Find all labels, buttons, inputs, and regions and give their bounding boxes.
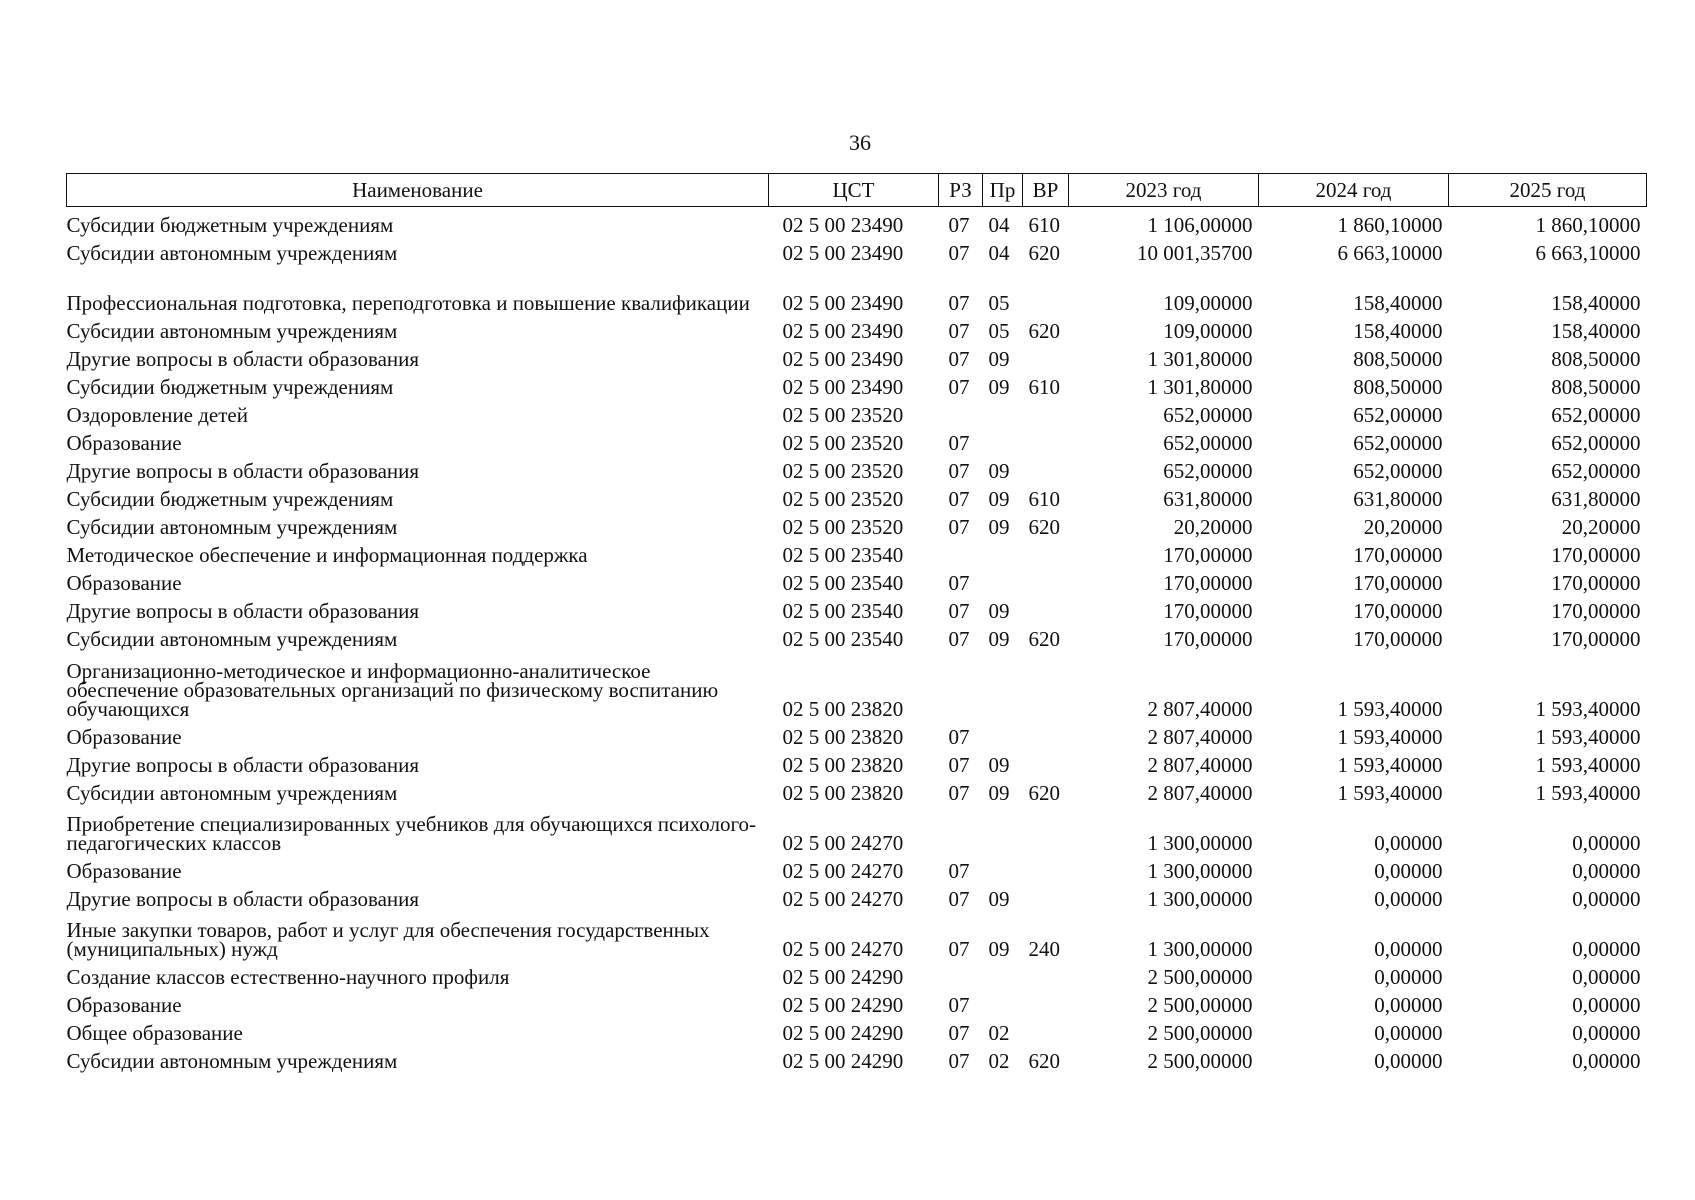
cell-y2024: 652,00000: [1353, 431, 1443, 455]
cell-rz: [939, 649, 983, 719]
cell-rz: 07: [948, 753, 970, 777]
cell-y2023: 652,00000: [1163, 403, 1253, 427]
cell-y2024: 158,40000: [1353, 319, 1443, 343]
cell-name: Приобретение специализированных учебников для обучающихся психолого-педагогических классов: [66, 812, 757, 855]
budget-table-container: [66, 173, 1646, 1071]
table-row: [67, 959, 1647, 987]
cell-y2024: 0,00000: [1374, 859, 1443, 883]
cell-cst: 02 5 00 24290: [782, 993, 904, 1017]
cell-vr: [1023, 987, 1069, 1015]
cell-cst: 02 5 00 23820: [782, 697, 904, 721]
cell-cst: 02 5 00 24270: [782, 859, 904, 883]
cell-name: Другие вопросы в области образования: [66, 347, 420, 371]
cell-rz: 07: [948, 571, 970, 595]
cell-pr: 02: [988, 1049, 1010, 1073]
cell-y2023: 1 301,80000: [1147, 347, 1253, 371]
cell-vr: [1023, 747, 1069, 775]
cell-cst: 02 5 00 24270: [782, 831, 904, 855]
cell-y2025: 20,20000: [1561, 515, 1641, 539]
header-rz: РЗ: [939, 174, 983, 207]
cell-vr: 620: [1028, 627, 1060, 651]
cell-name: Субсидии автономным учреждениям: [66, 515, 398, 539]
cell-rz: 07: [948, 781, 970, 805]
table-row: [67, 341, 1647, 369]
cell-y2023: 1 106,00000: [1147, 213, 1253, 237]
cell-y2023: 170,00000: [1163, 543, 1253, 567]
cell-vr: 620: [1028, 241, 1060, 265]
cell-vr: [1023, 537, 1069, 565]
cell-y2024: 0,00000: [1374, 993, 1443, 1017]
cell-vr: [1023, 425, 1069, 453]
cell-rz: 07: [948, 347, 970, 371]
header-row: [67, 174, 1647, 207]
table-row: [67, 719, 1647, 747]
cell-vr: 610: [1028, 487, 1060, 511]
cell-vr: 240: [1028, 937, 1060, 961]
table-row: [67, 565, 1647, 593]
table-row: [67, 1043, 1647, 1071]
cell-y2024: 170,00000: [1353, 571, 1443, 595]
cell-y2024: 631,80000: [1353, 487, 1443, 511]
cell-rz: 07: [948, 487, 970, 511]
cell-rz: 07: [948, 291, 970, 315]
cell-y2024: 170,00000: [1353, 627, 1443, 651]
cell-y2025: 808,50000: [1551, 347, 1641, 371]
table-row: [67, 909, 1647, 959]
table-row: [67, 593, 1647, 621]
cell-y2025: 158,40000: [1551, 291, 1641, 315]
cell-y2024: 0,00000: [1374, 887, 1443, 911]
cell-rz: 07: [948, 515, 970, 539]
cell-y2023: 631,80000: [1163, 487, 1253, 511]
cell-y2024: 170,00000: [1353, 543, 1443, 567]
cell-y2025: 170,00000: [1551, 599, 1641, 623]
cell-pr: 09: [988, 887, 1010, 911]
cell-cst: 02 5 00 23820: [782, 753, 904, 777]
cell-pr: 05: [988, 319, 1010, 343]
cell-pr: 09: [988, 937, 1010, 961]
cell-cst: 02 5 00 23520: [782, 403, 904, 427]
cell-cst: 02 5 00 23490: [782, 241, 904, 265]
header-vr: ВР: [1023, 174, 1069, 207]
cell-y2023: 652,00000: [1163, 431, 1253, 455]
cell-y2025: 1 593,40000: [1535, 753, 1641, 777]
cell-y2023: 10 001,35700: [1137, 241, 1253, 265]
cell-y2024: 808,50000: [1353, 347, 1443, 371]
cell-vr: [1023, 1015, 1069, 1043]
cell-name: Субсидии бюджетным учреждениям: [66, 213, 394, 237]
cell-cst: 02 5 00 24270: [782, 887, 904, 911]
cell-name: Другие вопросы в области образования: [66, 459, 420, 483]
cell-cst: 02 5 00 23520: [782, 515, 904, 539]
cell-y2024: 170,00000: [1353, 599, 1443, 623]
cell-y2025: 170,00000: [1551, 543, 1641, 567]
cell-cst: 02 5 00 23820: [782, 781, 904, 805]
cell-y2024: 0,00000: [1374, 1021, 1443, 1045]
cell-y2024: 0,00000: [1374, 937, 1443, 961]
cell-pr: [983, 959, 1023, 987]
cell-y2025: 170,00000: [1551, 571, 1641, 595]
cell-y2024: 1 860,10000: [1337, 213, 1443, 237]
cell-cst: 02 5 00 23540: [782, 543, 904, 567]
cell-name: Другие вопросы в области образования: [66, 753, 420, 777]
cell-y2025: 0,00000: [1572, 1021, 1641, 1045]
cell-name: Методическое обеспечение и информационная поддержка: [66, 543, 588, 567]
cell-y2025: 0,00000: [1572, 887, 1641, 911]
cell-pr: [983, 425, 1023, 453]
cell-y2025: 808,50000: [1551, 375, 1641, 399]
table-body: [67, 207, 1647, 1072]
cell-name: Организационно-методическое и информационно-аналитическое обеспечение образовательных организаций по физическому воспитанию обучающихся: [66, 659, 719, 721]
cell-pr: [983, 987, 1023, 1015]
cell-rz: 07: [948, 725, 970, 749]
table-row: [67, 425, 1647, 453]
cell-name: Общее образование: [66, 1021, 243, 1045]
cell-pr: 09: [988, 459, 1010, 483]
cell-y2024: 0,00000: [1374, 965, 1443, 989]
cell-y2025: 170,00000: [1551, 627, 1641, 651]
cell-pr: 09: [988, 599, 1010, 623]
cell-y2023: 2 500,00000: [1147, 1021, 1253, 1045]
cell-name: Образование: [66, 571, 182, 595]
cell-vr: [1023, 341, 1069, 369]
table-row: [67, 207, 1647, 236]
table-row: [67, 313, 1647, 341]
cell-pr: 09: [988, 347, 1010, 371]
cell-name: Субсидии автономным учреждениям: [66, 627, 398, 651]
cell-y2025: 0,00000: [1572, 1049, 1641, 1073]
cell-vr: 620: [1028, 1049, 1060, 1073]
cell-y2023: 1 300,00000: [1147, 937, 1253, 961]
table-row: [67, 881, 1647, 909]
cell-y2023: 109,00000: [1163, 319, 1253, 343]
cell-y2025: 0,00000: [1572, 859, 1641, 883]
cell-y2024: 1 593,40000: [1337, 753, 1443, 777]
table-row: [67, 397, 1647, 425]
cell-y2024: 158,40000: [1353, 291, 1443, 315]
cell-y2024: 20,20000: [1363, 515, 1443, 539]
table-row: [67, 481, 1647, 509]
cell-y2024: 1 593,40000: [1337, 725, 1443, 749]
cell-cst: 02 5 00 23490: [782, 291, 904, 315]
cell-y2025: 652,00000: [1551, 403, 1641, 427]
cell-vr: [1023, 565, 1069, 593]
table-row: [67, 775, 1647, 803]
cell-y2025: 652,00000: [1551, 431, 1641, 455]
cell-pr: [983, 537, 1023, 565]
cell-cst: 02 5 00 23520: [782, 459, 904, 483]
cell-name: Субсидии автономным учреждениям: [66, 781, 398, 805]
cell-rz: 07: [948, 599, 970, 623]
cell-y2024: 0,00000: [1374, 1049, 1443, 1073]
header-cst: ЦСТ: [769, 174, 939, 207]
cell-pr: 09: [988, 627, 1010, 651]
cell-y2024: 1 593,40000: [1337, 781, 1443, 805]
cell-cst: 02 5 00 23490: [782, 347, 904, 371]
cell-y2023: 2 500,00000: [1147, 993, 1253, 1017]
cell-vr: 620: [1028, 515, 1060, 539]
budget-table: [66, 173, 1647, 1071]
cell-name: Другие вопросы в области образования: [66, 887, 420, 911]
cell-rz: 07: [948, 459, 970, 483]
cell-name: Субсидии автономным учреждениям: [66, 241, 398, 265]
cell-name: Субсидии бюджетным учреждениям: [66, 375, 394, 399]
cell-y2025: 1 593,40000: [1535, 697, 1641, 721]
cell-y2023: 1 300,00000: [1147, 859, 1253, 883]
cell-name: Оздоровление детей: [66, 403, 248, 427]
cell-pr: 04: [988, 213, 1010, 237]
cell-y2024: 652,00000: [1353, 459, 1443, 483]
cell-name: Иные закупки товаров, работ и услуг для обеспечения государственных (муниципальных) нужд: [66, 918, 710, 961]
table-header: [67, 174, 1647, 207]
table-row: [67, 453, 1647, 481]
cell-y2025: 158,40000: [1551, 319, 1641, 343]
table-row: [67, 509, 1647, 537]
cell-cst: 02 5 00 24290: [782, 965, 904, 989]
cell-y2025: 631,80000: [1551, 487, 1641, 511]
cell-pr: [983, 719, 1023, 747]
cell-y2023: 2 807,40000: [1147, 725, 1253, 749]
cell-pr: [983, 565, 1023, 593]
cell-name: Образование: [66, 993, 182, 1017]
table-row: [67, 853, 1647, 881]
cell-rz: [939, 537, 983, 565]
cell-pr: 02: [988, 1021, 1010, 1045]
cell-y2023: 2 807,40000: [1147, 753, 1253, 777]
cell-y2025: 0,00000: [1572, 937, 1641, 961]
cell-rz: 07: [948, 375, 970, 399]
table-row: [67, 1015, 1647, 1043]
cell-cst: 02 5 00 23520: [782, 431, 904, 455]
cell-pr: [983, 803, 1023, 853]
table-row: [67, 649, 1647, 719]
table-row: [67, 369, 1647, 397]
cell-y2025: 652,00000: [1551, 459, 1641, 483]
cell-y2023: 1 300,00000: [1147, 831, 1253, 855]
cell-pr: [983, 397, 1023, 425]
cell-y2025: 0,00000: [1572, 993, 1641, 1017]
cell-cst: 02 5 00 23540: [782, 627, 904, 651]
cell-cst: 02 5 00 23540: [782, 571, 904, 595]
cell-y2024: 808,50000: [1353, 375, 1443, 399]
cell-vr: 620: [1028, 781, 1060, 805]
cell-cst: 02 5 00 24290: [782, 1049, 904, 1073]
cell-vr: [1023, 719, 1069, 747]
cell-rz: 07: [948, 859, 970, 883]
cell-y2023: 2 807,40000: [1147, 697, 1253, 721]
table-row: [67, 235, 1647, 263]
cell-rz: 07: [948, 993, 970, 1017]
cell-name: Субсидии автономным учреждениям: [66, 319, 398, 343]
cell-name: Образование: [66, 859, 182, 883]
cell-rz: 07: [948, 627, 970, 651]
header-2023: 2023 год: [1069, 174, 1259, 207]
cell-pr: 05: [988, 291, 1010, 315]
cell-rz: 07: [948, 319, 970, 343]
cell-y2023: 170,00000: [1163, 571, 1253, 595]
cell-y2023: 170,00000: [1163, 627, 1253, 651]
cell-vr: [1023, 593, 1069, 621]
cell-vr: [1023, 397, 1069, 425]
cell-vr: 620: [1028, 319, 1060, 343]
cell-name: Образование: [66, 431, 182, 455]
header-name: Наименование: [67, 174, 769, 207]
table-row: [67, 987, 1647, 1015]
cell-pr: 09: [988, 781, 1010, 805]
cell-y2024: 1 593,40000: [1337, 697, 1443, 721]
cell-cst: 02 5 00 24270: [782, 937, 904, 961]
cell-name: Создание классов естественно-научного профиля: [66, 965, 510, 989]
cell-vr: [1023, 263, 1069, 313]
cell-y2023: 109,00000: [1163, 291, 1253, 315]
cell-y2023: 1 301,80000: [1147, 375, 1253, 399]
table-row: [67, 263, 1647, 313]
cell-rz: [939, 803, 983, 853]
cell-vr: [1023, 853, 1069, 881]
cell-y2025: 1 593,40000: [1535, 725, 1641, 749]
table-row: [67, 747, 1647, 775]
cell-y2024: 6 663,10000: [1337, 241, 1443, 265]
header-pr: Пр: [983, 174, 1023, 207]
cell-rz: 07: [948, 213, 970, 237]
cell-pr: 04: [988, 241, 1010, 265]
cell-y2023: 170,00000: [1163, 599, 1253, 623]
cell-rz: 07: [948, 1049, 970, 1073]
cell-name: Субсидии бюджетным учреждениям: [66, 487, 394, 511]
cell-rz: 07: [948, 1021, 970, 1045]
cell-cst: 02 5 00 24290: [782, 1021, 904, 1045]
cell-vr: [1023, 803, 1069, 853]
cell-cst: 02 5 00 23520: [782, 487, 904, 511]
header-2025: 2025 год: [1449, 174, 1647, 207]
header-2024: 2024 год: [1259, 174, 1449, 207]
cell-rz: [939, 397, 983, 425]
cell-y2025: 6 663,10000: [1535, 241, 1641, 265]
cell-y2025: 0,00000: [1572, 831, 1641, 855]
cell-pr: [983, 649, 1023, 719]
cell-vr: [1023, 881, 1069, 909]
table-row: [67, 621, 1647, 649]
cell-pr: 09: [988, 515, 1010, 539]
cell-vr: [1023, 959, 1069, 987]
cell-pr: 09: [988, 753, 1010, 777]
cell-y2023: 2 500,00000: [1147, 1049, 1253, 1073]
cell-y2024: 0,00000: [1374, 831, 1443, 855]
cell-name: Субсидии автономным учреждениям: [66, 1049, 398, 1073]
page-number: 36: [849, 130, 871, 155]
cell-rz: 07: [948, 431, 970, 455]
cell-cst: 02 5 00 23490: [782, 375, 904, 399]
cell-y2025: 1 860,10000: [1535, 213, 1641, 237]
cell-cst: 02 5 00 23540: [782, 599, 904, 623]
cell-cst: 02 5 00 23490: [782, 213, 904, 237]
table-row: [67, 803, 1647, 853]
cell-pr: 09: [988, 375, 1010, 399]
cell-rz: 07: [948, 241, 970, 265]
cell-name: Профессиональная подготовка, переподготовка и повышение квалификации: [66, 291, 750, 315]
cell-vr: 610: [1028, 375, 1060, 399]
cell-y2023: 2 807,40000: [1147, 781, 1253, 805]
cell-y2023: 20,20000: [1173, 515, 1253, 539]
cell-vr: [1023, 453, 1069, 481]
cell-name: Другие вопросы в области образования: [66, 599, 420, 623]
cell-rz: [939, 959, 983, 987]
cell-pr: 09: [988, 487, 1010, 511]
cell-y2023: 1 300,00000: [1147, 887, 1253, 911]
cell-cst: 02 5 00 23490: [782, 319, 904, 343]
cell-vr: [1023, 649, 1069, 719]
cell-y2025: 0,00000: [1572, 965, 1641, 989]
cell-rz: 07: [948, 887, 970, 911]
cell-cst: 02 5 00 23820: [782, 725, 904, 749]
table-row: [67, 537, 1647, 565]
cell-y2023: 652,00000: [1163, 459, 1253, 483]
cell-rz: 07: [948, 937, 970, 961]
cell-y2023: 2 500,00000: [1147, 965, 1253, 989]
cell-y2024: 652,00000: [1353, 403, 1443, 427]
cell-name: Образование: [66, 725, 182, 749]
cell-y2025: 1 593,40000: [1535, 781, 1641, 805]
cell-vr: 610: [1028, 213, 1060, 237]
cell-pr: [983, 853, 1023, 881]
